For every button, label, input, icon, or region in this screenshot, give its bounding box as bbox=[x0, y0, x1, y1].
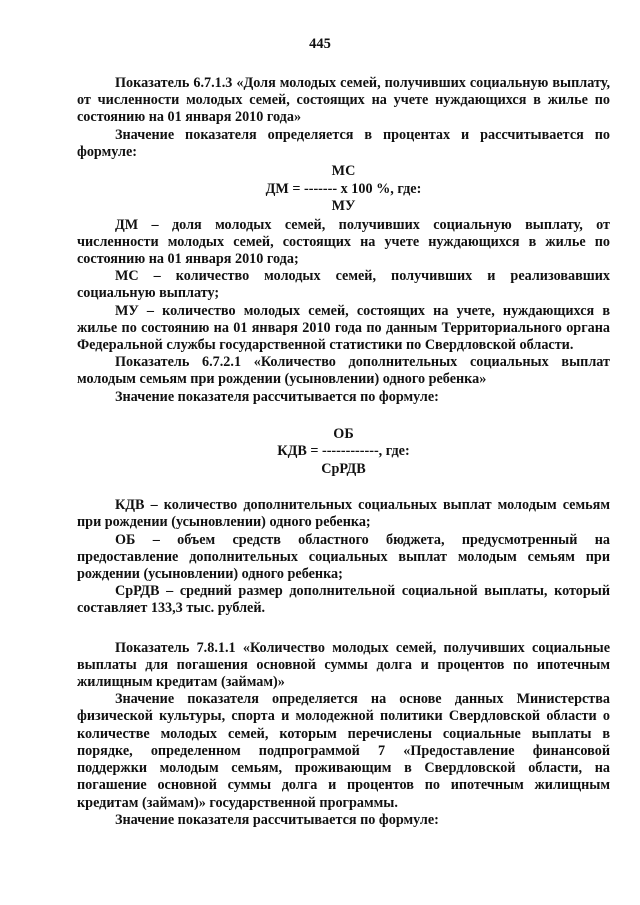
formula-kdv bbox=[77, 426, 610, 479]
formula-kdv-numerator: ОБ bbox=[333, 425, 354, 442]
page-content bbox=[77, 75, 610, 829]
formula-dm-equation: ДМ = ------- х 100 %, где: bbox=[265, 180, 422, 197]
formula-kdv-denominator: СрРДВ bbox=[321, 460, 366, 477]
definition-ob: ОБ – объем средств областного бюджета, предусмотренный на предоставление дополнительных социальных выплат молодым семьям при рождении (усыновлении) одного ребенка; bbox=[77, 531, 610, 583]
definition-srrdv: СрРДВ – средний размер дополнительной социальной выплаты, который составляет 133,3 тыс. рублей. bbox=[77, 583, 610, 617]
definition-ms: МС – количество молодых семей, получивших и реализовавших социальную выплату; bbox=[77, 268, 610, 302]
formula-dm bbox=[77, 163, 610, 216]
definition-mu: МУ – количество молодых семей, состоящих на учете, нуждающихся в жилье по состоянию на 01 января 2010 года по данным Территориального органа Федеральной службы государственной статистики по Свердловской области. bbox=[77, 302, 610, 353]
page-number: 445 bbox=[309, 36, 331, 52]
formula-intro-1: Значение показателя определяется в процентах и рассчитывается по формуле: bbox=[77, 126, 610, 160]
indicator-7-8-1-1-title: Показатель 7.8.1.1 «Количество молодых семей, получивших социальные выплаты для погашения основной суммы долга и процентов по ипотечным жилищным кредитам (займам)» bbox=[77, 639, 610, 691]
formula-dm-denominator: МУ bbox=[331, 198, 356, 215]
formula-dm-numerator: МС bbox=[331, 163, 356, 180]
formula-intro-2: Значение показателя рассчитывается по формуле: bbox=[115, 388, 439, 405]
formula-kdv-equation: КДВ = ------------, где: bbox=[277, 443, 410, 460]
definition-dm: ДМ – доля молодых семей, получивших социальную выплату, от численности молодых семей, состоящих на учете нуждающихся в жилье по состоянию на 01 января 2010 года; bbox=[77, 216, 610, 267]
definition-kdv: КДВ – количество дополнительных социальных выплат молодым семьям при рождении (усыновлении) одного ребенка; bbox=[77, 497, 610, 531]
indicator-7-8-1-1-description: Значение показателя определяется на основе данных Министерства физической культуры, спорта и молодежной политики Свердловской области о количестве молодых семей, которым перечислены социальные выплаты в порядке, определенном подпрограммой 7 «Предоставление финансовой поддержки молодым семьям, проживающим в Свердловской области, на погашение основной суммы долга и процентов по ипотечным жилищным кредитам (займам)» государственной программы. bbox=[77, 691, 610, 811]
indicator-6-7-1-3-title: Показатель 6.7.1.3 «Доля молодых семей, получивших социальную выплату, от численности молодых семей, состоящих на учете нуждающихся в жилье по состоянию на 01 января 2010 года» bbox=[77, 75, 610, 126]
formula-intro-3: Значение показателя рассчитывается по формуле: bbox=[115, 811, 439, 828]
indicator-6-7-2-1-title: Показатель 6.7.2.1 «Количество дополнительных социальных выплат молодым семьям при рождении (усыновлении) одного ребенка» bbox=[77, 354, 610, 388]
